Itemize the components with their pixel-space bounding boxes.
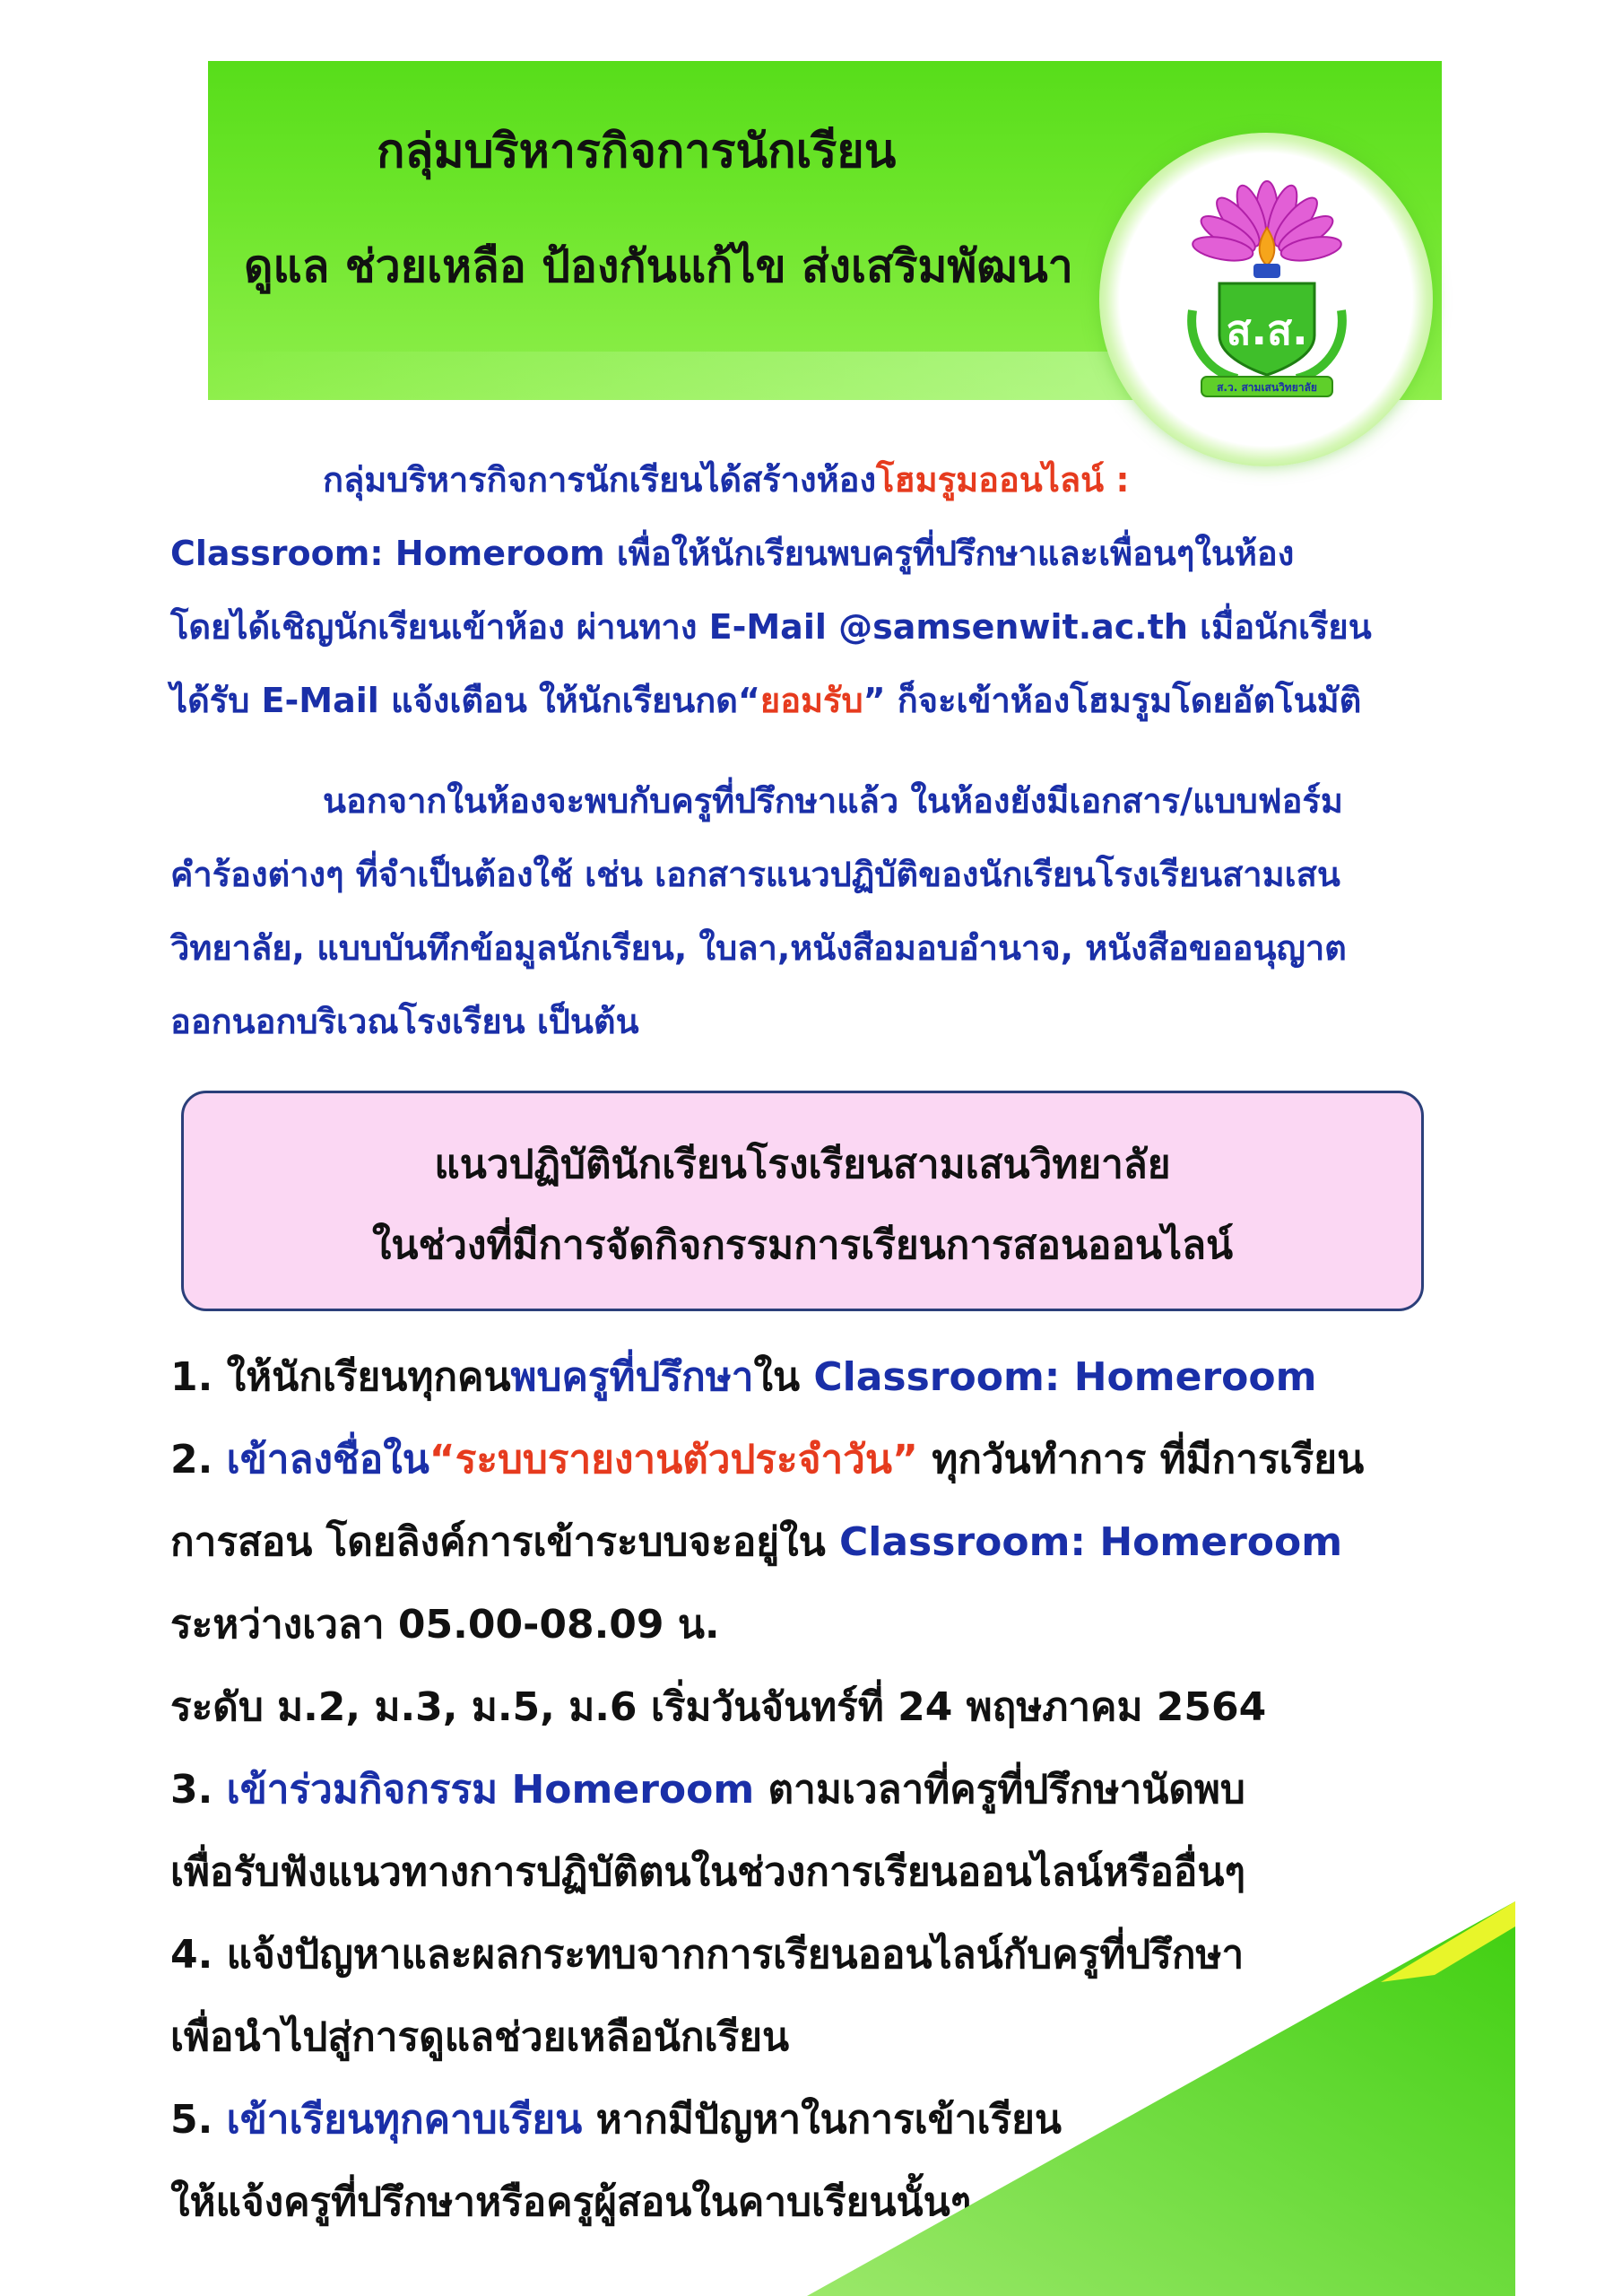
accept-label: ยอมรับ — [759, 681, 863, 720]
rule-2 — [170, 1428, 1364, 1491]
rule-text: หากมีปัญหาในการเข้าเรียน — [582, 2097, 1062, 2143]
logo-caption: ส.ว. สามเสนวิทยาลัย — [1217, 381, 1317, 394]
intro-line-4 — [170, 673, 1361, 727]
rule-highlight: Classroom: Homeroom — [813, 1354, 1317, 1400]
school-logo — [1166, 176, 1368, 400]
rule-text: การสอน โดยลิงค์การเข้าระบบจะอยู่ใน — [170, 1519, 839, 1565]
rule-1 — [170, 1345, 1316, 1408]
intro2-line-1: นอกจากในห้องจะพบกับครูที่ปรึกษาแล้ว ในห้องยังมีเอกสาร/แบบฟอร์ม — [323, 781, 1343, 821]
guideline-box — [181, 1091, 1424, 1311]
rule-highlight: Classroom: Homeroom — [838, 1519, 1343, 1565]
intro2-line-4: ออกนอกบริเวณโรงเรียน เป็นต้น — [170, 1002, 639, 1041]
rule-text: 1. ให้นักเรียนทุกคน — [170, 1354, 511, 1400]
rule-text: 2. — [170, 1437, 227, 1483]
lotus-emblem-icon — [1166, 176, 1368, 400]
rule-highlight: เข้าลงชื่อใน — [226, 1437, 429, 1483]
rule-highlight: เข้าเรียนทุกคาบเรียน — [226, 2097, 583, 2143]
rule-text: ตามเวลาที่ครูที่ปรึกษานัดพบ — [754, 1767, 1245, 1813]
rule-highlight: เข้าร่วมกิจกรรม Homeroom — [226, 1767, 755, 1813]
intro-text: กลุ่มบริหารกิจการนักเรียนได้สร้างห้อง — [323, 460, 877, 500]
rule-highlight: พบครูที่ปรึกษา — [510, 1354, 754, 1400]
rule-emphasis: “ระบบรายงานตัวประจำวัน” — [429, 1437, 918, 1483]
rule-2-levels: ระดับ ม.2, ม.3, ม.5, ม.6 เริ่มวันจันทร์ที่ 24 พฤษภาคม 2564 — [170, 1684, 1267, 1730]
guideline-subtitle: ในช่วงที่มีการจัดกิจกรรมการเรียนการสอนออนไลน์ — [371, 1222, 1234, 1268]
rule-text: ทุกวันทำการ ที่มีการเรียน — [917, 1437, 1365, 1483]
rule-3-line-2: เพื่อรับฟังแนวทางการปฏิบัติตนในช่วงการเรียนออนไลน์หรืออื่นๆ — [170, 1849, 1246, 1895]
rule-text: ใน — [753, 1354, 814, 1400]
logo-letters: ส.ส. — [1226, 306, 1308, 354]
homeroom-online-label: โฮมรูมออนไลน์ : — [876, 460, 1130, 500]
header-title: กลุ่มบริหารกิจการนักเรียน — [377, 125, 897, 178]
rule-5-line-2: ให้แจ้งครูที่ปรึกษาหรือครูผู้สอนในคาบเรียนนั้นๆ — [170, 2179, 972, 2225]
guideline-title: แนวปฏิบัตินักเรียนโรงเรียนสามเสนวิทยาลัย — [434, 1142, 1171, 1187]
intro-line-3: โดยได้เชิญนักเรียนเข้าห้อง ผ่านทาง E-Mail @samsenwit.ac.th เมื่อนักเรียน — [170, 607, 1372, 647]
rule-3 — [170, 1758, 1245, 1821]
corner-decoration — [807, 1901, 1515, 2296]
intro2-line-2: คำร้องต่างๆ ที่จำเป็นต้องใช้ เช่น เอกสารแนวปฏิบัติของนักเรียนโรงเรียนสามเสน — [170, 855, 1340, 894]
rule-text: 3. — [170, 1767, 227, 1813]
intro-line-2: Classroom: Homeroom เพื่อให้นักเรียนพบครูที่ปรึกษาและเพื่อนๆในห้อง — [170, 534, 1295, 573]
rule-2-line-2 — [170, 1510, 1342, 1573]
rule-4-line-2: เพื่อนำไปสู่การดูแลช่วยเหลือนักเรียน — [170, 2014, 790, 2060]
rule-text: 5. — [170, 2097, 227, 2143]
intro2-line-3: วิทยาลัย, แบบบันทึกข้อมูลนักเรียน, ใบลา,หนังสือมอบอำนาจ, หนังสือขออนุญาต — [170, 928, 1347, 968]
intro-text: ” ก็จะเข้าห้องโฮมรูมโดยอัตโนมัติ — [863, 681, 1362, 720]
banner-highlight — [208, 352, 1194, 400]
green-triangle — [807, 1901, 1515, 2296]
intro-line-1 — [323, 452, 1130, 507]
intro-text: ได้รับ E-Mail แจ้งเตือน ให้นักเรียนกด“ — [170, 681, 760, 720]
rule-2-time: ระหว่างเวลา 05.00-08.09 น. — [170, 1602, 720, 1648]
header-subtitle: ดูแล ช่วยเหลือ ป้องกันแก้ไข ส่งเสริมพัฒนา — [244, 240, 1073, 292]
rule-4: 4. แจ้งปัญหาและผลกระทบจากการเรียนออนไลน์กับครูที่ปรึกษา — [170, 1932, 1245, 1978]
